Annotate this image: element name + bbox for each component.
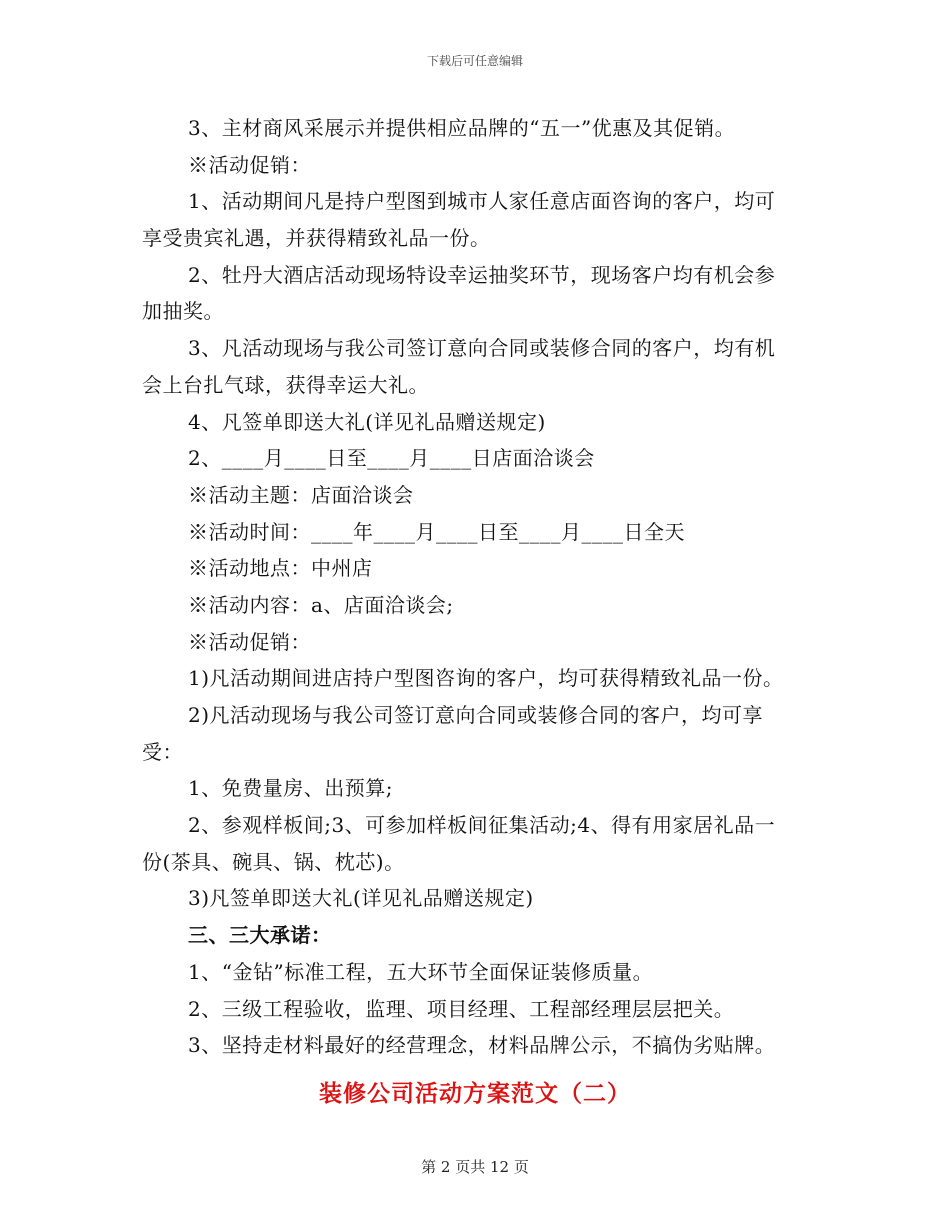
text-line: 受： xyxy=(142,739,183,764)
section-title: 装修公司活动方案范文（二） xyxy=(319,1080,631,1107)
text-line: ※活动时间：____年____月____日至____月____日全天 xyxy=(188,519,685,544)
text-line: 份(茶具、碗具、锅、枕芯)。 xyxy=(142,849,405,874)
text-line: 2、____月____日至____月____日店面洽谈会 xyxy=(188,446,595,471)
text-line: 4、凡签单即送大礼(详见礼品赠送规定) xyxy=(188,409,546,434)
text-line: ※活动地点：中州店 xyxy=(188,556,373,581)
text-line: 2)凡活动现场与我公司签订意向合同或装修合同的客户，均可享 xyxy=(188,703,764,727)
text-line: 1)凡活动期间进店持户型图咨询的客户，均可获得精致礼品一份。 xyxy=(188,666,784,691)
text-line: 享受贵宾礼遇，并获得精致礼品一份。 xyxy=(142,226,491,251)
text-line: ※活动主题：店面洽谈会 xyxy=(188,482,414,507)
text-line: 会上台扎气球，获得幸运大礼。 xyxy=(142,372,429,397)
page-footer: 第 2 页共 12 页 xyxy=(421,1158,529,1176)
text-line: 3、凡活动现场与我公司签订意向合同或装修合同的客户，均有机 xyxy=(188,336,776,361)
text-line: 1、“金钻”标准工程，五大环节全面保证装修质量。 xyxy=(188,959,654,984)
page-header: 下载后可任意编辑 xyxy=(426,54,523,68)
document-body xyxy=(142,110,812,1064)
text-line: ※活动促销： xyxy=(188,629,311,654)
text-line: 三、三大承诺： xyxy=(188,923,332,948)
text-line: ※活动促销： xyxy=(188,152,311,177)
text-line: ※活动内容：a、店面洽谈会; xyxy=(188,592,454,617)
text-line: 加抽奖。 xyxy=(142,299,224,324)
text-line: 3)凡签单即送大礼(详见礼品赠送规定) xyxy=(188,886,534,911)
text-line: 2、参观样板间;3、可参加样板间征集活动;4、得有用家居礼品一 xyxy=(188,813,776,838)
text-line: 2、牡丹大酒店活动现场特设幸运抽奖环节，现场客户均有机会参 xyxy=(188,262,776,287)
text-line: 3、坚持走材料最好的经营理念，材料品牌公示，不搞伪劣贴牌。 xyxy=(188,1033,776,1058)
text-line: 2、三级工程验收，监理、项目经理、工程部经理层层把关。 xyxy=(188,996,735,1021)
text-line: 3、主材商风采展示并提供相应品牌的“五一”优惠及其促销。 xyxy=(188,116,736,140)
text-line: 1、免费量房、出预算; xyxy=(188,776,393,801)
text-line: 1、活动期间凡是持户型图到城市人家任意店面咨询的客户，均可 xyxy=(188,189,776,214)
